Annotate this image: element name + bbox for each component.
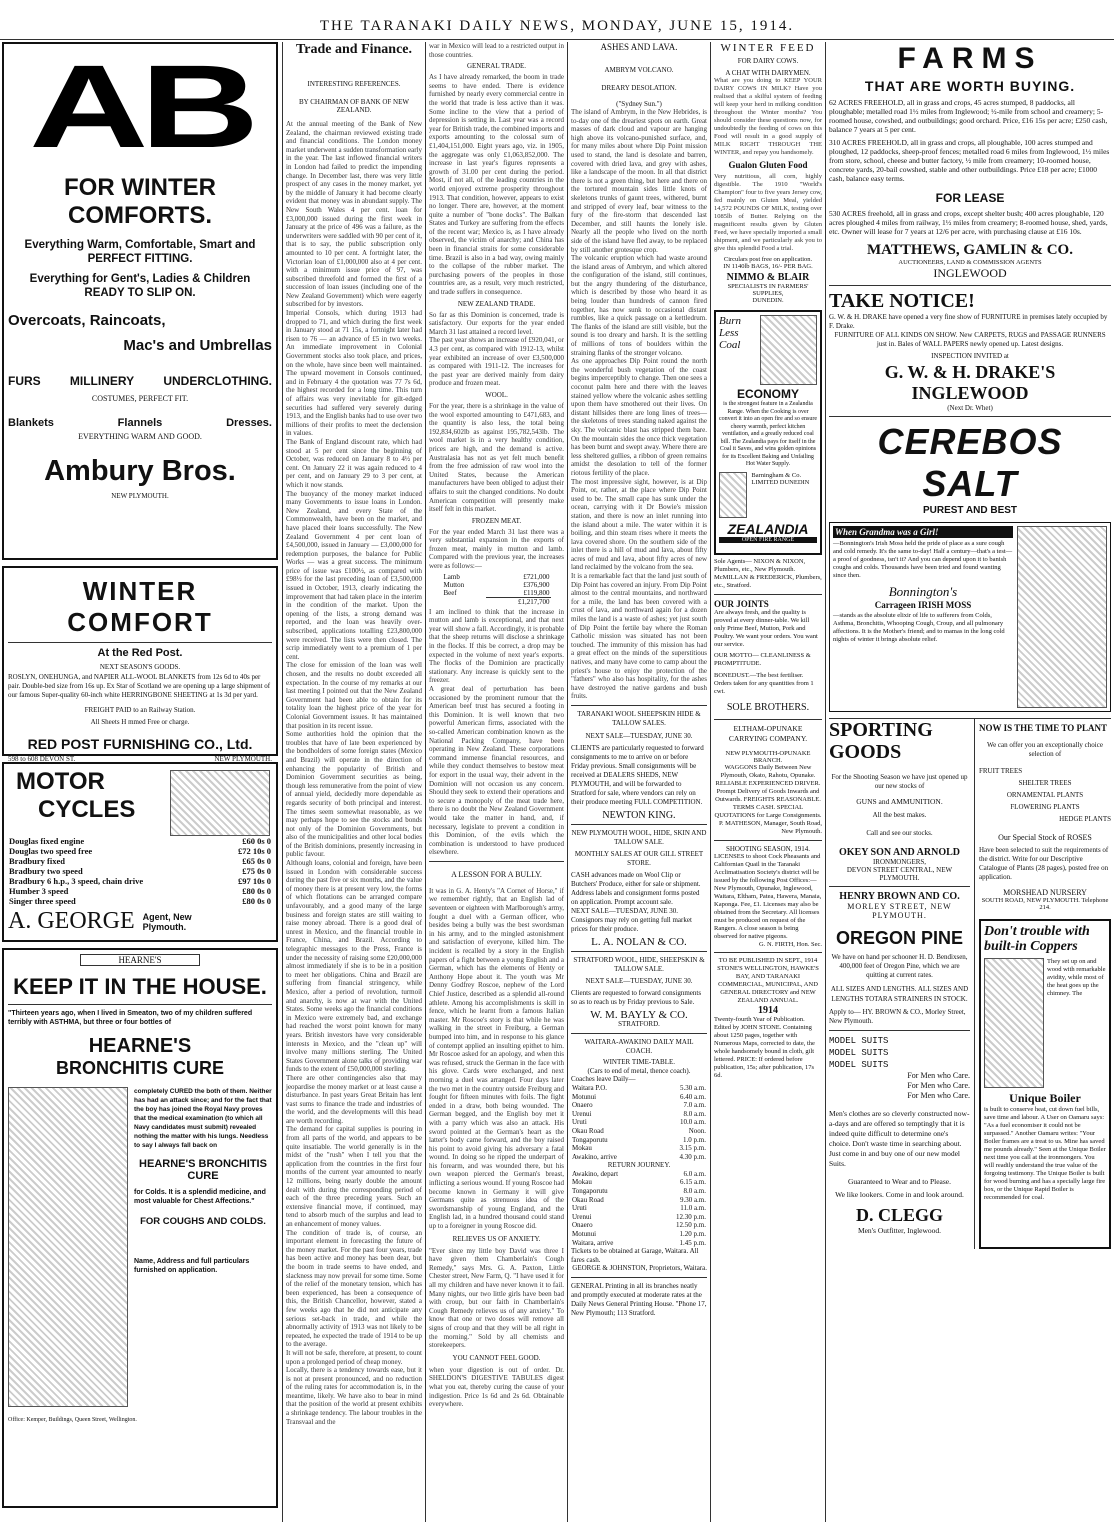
ab-town: NEW PLYMOUTH. (111, 492, 169, 500)
wc-firm: RED POST FURNISHING CO., Ltd. (27, 736, 253, 752)
dir-d: Twenty-fourth Year of Publication. Edited by JOHN STONE. Containing about 1250 pages, together with Numerous Maps, corrected to date, the whole handsomely bound in cloth, gilt lettered. PRICE: If ordered before publication, 15s; after publication, 17s 6d. (714, 1016, 815, 1079)
tn-town: INGLEWOOD (911, 383, 1029, 403)
tn-body2: FURNITURE OF ALL KINDS ON SHOW. New CARPETS, RUGS and PASSAGE RUNNERS just in. Bales of WALL PAPERS newly opened up. Latest designs. (834, 331, 1106, 348)
motor-cycles-ad (2, 762, 278, 942)
ad-leave: Coaches leave Daily— (571, 1075, 636, 1084)
table-row: Lamb £721,000 (443, 572, 550, 581)
ec-brand: ZEALANDIA (727, 520, 809, 537)
lower-ad-row (829, 718, 1111, 1249)
coal-saver-illustration (719, 472, 747, 518)
table-row: Urenui 12.30 p.m. (572, 1212, 706, 1221)
table-row: Onaero 12.50 p.m. (572, 1221, 706, 1230)
dir-b: STONE'S WELLINGTON, HAWKE'S BAY, AND TARANAKI (717, 965, 819, 980)
masthead: THE TARANAKI DAILY NEWS, MONDAY, JUNE 15, 1914. (0, 0, 1114, 40)
wc-sheets: All Sheets H mmed Free or charge. (90, 718, 190, 726)
table-row: Humber 3 speed £80 0s 0 (9, 886, 271, 896)
table-row: Mokau 6.15 a.m. (572, 1178, 706, 1187)
np-items (979, 765, 1111, 825)
farms-title: FARMS (897, 42, 1043, 75)
hb-for2: FOR COUGHS AND COLDS. (140, 1216, 266, 1227)
sg-firm: OKEY SON AND ARNOLD (838, 847, 961, 858)
hb-apply: Apply to— HY. BROWN & CO., Morley Street, New Plymouth. (829, 1008, 966, 1025)
table-row: Waitara, arrive 1.45 p.m. (572, 1238, 706, 1247)
ambury-ad (2, 42, 278, 560)
article-paragraph: As one approaches Dip Point round the north the wonderful bush vegetation of the coast begins imperceptibly to change. Then one sees a coconut palm here and there with the leaves stained yellow where the volcanic ashes settling upon them have smothered out their lives. On distant hillsides there are long lines of trees—the skeletons of trees standing naked against the sky. The volcanic blast has stripped them bare. On the mountain sides the once thick vegetation has been burnt and swept away. Where there are less sheltered gullies, a ribbon of green remains amidst the desolation to tell of the former riotous fertility of the place. (571, 357, 707, 477)
ms-firm: D. CLEGG (855, 1205, 943, 1225)
column-rule (425, 42, 426, 1522)
ashes-sub: AMBRYM VOLCANO. (604, 66, 674, 74)
coach-return-table (571, 1170, 707, 1247)
farm-listing: 62 ACRES FREEHOLD, all in grass and crops, 45 acres stumped, 8 paddocks, all ploughable; metalled road 1½ miles from Inglewood; ½-mile from school and creamery; 5-roomed house, cowshed, and outbuildings; good orchard. Price, £16 15s per acre; £250 cash, balance 7 years at 5 per cent. (829, 98, 1108, 134)
tn-opp: (Next Dr. Whet) (947, 404, 993, 412)
wf-food: Gualon Gluten Food (728, 160, 808, 170)
table-row: Okau Road Noon. (572, 1126, 706, 1135)
cop-body: They set up on and wood with remarkable avidity, while most of the heat goes up the chimney. The (1047, 958, 1106, 997)
article-paragraph: The past year shows an increase of £920,041, or 4.3 per cent, as compared with 1912-13, whilst year exhibited an increase of over £3,500,000 as compared with 1911-12. The increases for the past year are derived mainly from dairy produce and frozen meat. (429, 336, 564, 388)
ms-like: We like lookers. Come in and look around. (835, 1190, 964, 1199)
wf-sub2: A CHAT WITH DAIRYMEN. (725, 69, 811, 77)
list-item: FRUIT TREES (979, 767, 1023, 775)
hb-foot: Office: Kemper, Buildings, Queen Street, Wellington. (8, 1417, 137, 1423)
mc-price-table (8, 836, 272, 906)
cop-title: Don't trouble with built-in Coppers (984, 924, 1090, 954)
article-paragraph: I am inclined to think that the increase in mutton and lamb is exceptional, and that next year will show a fall. Accordingly, it is probable that the sheep returns will disclose a shrinkage in the flocks. If this be correct, a drop may be expected in the volume of next year's exports. The flocks of the Dominion are practically stationary. Any increase is quickly sent to the freezer. (429, 607, 564, 685)
trade-sub2: BY CHAIRMAN OF BANK OF NEW ZEALAND. (299, 98, 409, 114)
ad-town: STRATFORD. (618, 1019, 660, 1028)
article-paragraph: The buoyancy of the money market induced many Governments to issue loans in London. New Zealand, and every State of the Commonwealth, have been on the market, and have placed their loans successfully. The New Zealand Government 4 per cent loan of £4,500,000, issued in January — £3,000,000 for redemption purposes, the balance for Public Works — was a great success. The minimum price of issue was £100½, as compared with £98½ for the last preceding loan of £3,500,000 issued in October, 1913, clearly indicating the improvement that had taken place in the interim in the condition of the market. Upon the opening of the lists, a strong demand was reported, and the loan was heavily over-subscribed, applications totalling £23,800,000 were received. The lists were then closed. The scrip immediately went to a premium of 1 per cent. (286, 489, 422, 661)
ms-head (829, 1035, 970, 1071)
table-row: Awakino, arrive 4.30 p.m. (572, 1152, 706, 1161)
ab-title: FOR WINTER COMFORTS. (64, 174, 216, 229)
ms-line: MODEL SUITS (829, 1036, 889, 1046)
hb-body: completely CURED the both of them. Neither has had an attack since; and for the fact that the boy has joined the Royal Navy proves that the medical examination (to which all Navy candidates must submit) revealed nothing the matter with his lungs. Needless to say I always fall back on (134, 1088, 272, 1149)
eo-title: ELTHAM-OPUNAKE CARRYING COMPANY. (728, 724, 808, 743)
ab-line5b: MILLINERY (69, 374, 135, 388)
farm-listing: 310 ACRES FREEHOLD, all in grass and crops, all ploughable, 100 acres stumped and ploughed, 12 paddocks, sheep-proof fences; metalled road 6 miles from Inglewood, 1½ miles from store, school, cheese and butter factory, ½ mile from creamery; 10-roomed house, concrete yards, 20-bail cowshed, stable and other outbuildings. Price £18 per acre; £1000 cash, balance easy terms. (829, 138, 1110, 183)
ms-for-block (829, 1071, 970, 1101)
wf-body2: Very nutritious, all corn, highly digestible. The 1910 "World's Champion" four to five years Jersey cow, fed mainly on Gluten Meal, yielded 14,572 POUNDS OF MILK, testing over 1085lb of Butter. Relying on the magnificent results given by Gluten Feed, we have specially imported a small shipment, and we particularly ask you to give this splendid Food a trial. (714, 173, 822, 252)
grandma-illustration (1017, 526, 1107, 708)
printing-ad: GENERAL Printing in all its branches neatly and promptly executed at moderate rates at the Daily News General Printing House. "Phone 17, New Plymouth; 113 Stratford. (571, 1282, 707, 1317)
knight-illustration (8, 1087, 128, 1407)
article-paragraph: war in Mexico will lead to a restricted output in those countries. (429, 42, 564, 59)
article-paragraph: Some authorities hold the opinion that the troubles that have of late been experienced by the bondholders of some foreign states (Mexico and Brazil) will operate in the direction of enhancing the popularity of British and Dominion Government securities as being, though less remunerative from the point of view of annual yield, decidedly more dependable as regards security of both principal and interest. The times seem somewhat reasonable, as we may perhaps hope to see the stocks and bonds not only of the Dominion Governments, but also of the municipalities and other local bodies of the British dominions, presently increasing in public favour. (286, 730, 422, 859)
hb-body: We have on hand per schooner H. D. Bendixsen, 400,000 feet of Oregon Pine, which we are quitting at current rates. (831, 953, 968, 979)
table-row: Urenui 8.0 a.m. (572, 1109, 706, 1118)
table-row: Motunui 1.20 p.m. (572, 1230, 706, 1239)
ec-maker: Barningham & Co. LIMITED DUNEDIN (751, 471, 810, 486)
dir-c: COMMERCIAL, MUNICIPAL, AND GENERAL DIRECTORY and NEW ZEALAND ANNUAL. (718, 981, 818, 1004)
wf-price1: Circulars post free on application. (723, 256, 813, 263)
ad-body: Clients are requested to forward consignments so as to reach us by Friday previous to Sale. (571, 988, 702, 1006)
column-rule (710, 42, 711, 1522)
hb-addr: Name, Address and full particulars furnished on application. (134, 1258, 250, 1274)
eo-sub: NEW PLYMOUTH-OPUNAKE BRANCH. (725, 750, 811, 764)
coach-ad (571, 1038, 707, 1273)
column-5 (714, 42, 822, 1522)
eo-body: WAGGONS Daily Between New Plymouth, Okato, Rahotu, Opunake. RELIABLE EXPERIENCED DRIVER. Prompt Delivery of Goods Inwards and Outwards. FREIGHTS REASONABLE. TERMS CASH. SPECIAL QUOTATIONS for Large Consignments. (714, 764, 822, 819)
sh-sign: G. N. FIRTH, Hon. Sec. (759, 941, 822, 948)
sg-addr: DEVON STREET CENTRAL, NEW PLYMOUTH. (846, 866, 953, 882)
article-paragraph: The demand for capital supplies is pouring in from all parts of the world, and appears to be quite insatiable. The world generally is in the midst of the "rush" when I tell you that the application from the countries in the first four months of the current year amounted to nearly 12 millions, being nearly double the amount dealt with during the corresponding period of each of the three preceding years. Such an extensive financial move, if continued, may tend to absorb much of the surplus and lead to an enhancement of money values. (286, 1125, 422, 1228)
ec-body: is the strongest feature in a Zealandia Range. When the Cooking is over convert it into an open fire and so ensure cheery warmth, perfect kitchen ventilation, and a greatly reduced coal bill. The Zealandia pays for itself in the Coal it Saves, and wins golden opinions for its Excellent Baking and Unfailing Hot Water Supply. (719, 401, 817, 467)
bon-body: —Bonnington's Irish Moss held the pride of place as a sure cough and cold remedy. It's the same to-day! Half a century—that's a test—a proof of goodness, isn't it? And you can depend upon it to banish coughs and colds. Thousands have been tried and found wanting since then. (833, 540, 1013, 579)
wf-firm: NIMMO & BLAIR (726, 272, 810, 283)
np-title: NOW IS THE TIME TO PLANT (979, 723, 1107, 733)
lower-right-col (975, 719, 1111, 1249)
eo-mgr: P. MATHESON, Manager, South Road, New Plymouth. (718, 820, 822, 835)
article-paragraph: Although loans, colonial and foreign, have been issued in London with considerable success during the past five or six months, and the value of money there is at present very low, the forms of which flotations can be arranged compare unfavourably, and a good many of the large business and foreign states are still waiting to raise money abroad. There is a good deal of unrest in Mexico, and the financial trouble in France, China, and Brazil. According to telegraphic messages to the Press, France is under the necessity of raising some £20,000,000 almost immediately if she is to be in a position to meet her obligations. China and Brazil are suffering from financial stringency, while Mexico, after a period of revolution, turmoil and anarchy, is now at war with the United States. Some weeks ago the financial conditions in Mexico were extremely bad, and exchange had reached the worst point known for many years. British investors have very considerable interests in Mexico, and the "clean up" will involve many millions sterling. The United States Government alone talks of providing war funds to the extent of £50,000,000 sterling. (286, 859, 422, 1074)
nolan-ad (571, 829, 707, 947)
ad-sub: WINTER TIME-TABLE. (602, 1058, 676, 1067)
table-row: Bradbury 6 h.p., 3 speed, chain drive £97 10s 0 (9, 876, 271, 886)
ms-line: MODEL SUITS (829, 1060, 889, 1070)
column-4 (571, 42, 707, 1522)
wf-price2: IN 1140lb BAGS, 16/- PER BAG. (723, 263, 813, 270)
hb-addr: MORLEY STREET, NEW PLYMOUTH. (847, 902, 952, 920)
ab-line3: Overcoats, Raincoats, (8, 312, 166, 329)
article-paragraph: A great deal of perturbation has been occasioned by the prominent rumour that the American beef trust has secured a footing in this Dominion. It is well known that two powerful American firms, associated with the so-called American combination known as the National Packing Company, have been operating in New Zealand. These corporations command immense financial resources, and while they conduct themselves to bestow meat for export in the usual way, their advent in the Dominion will not occasion us any concern. Should they seek to extend their operations and to secure a monopoly of the meat trade here, there is no doubt the New Zealand Government would take the matter in hand, and, if necessary, legislate to prevent a condition in this Dominion, of the evils which the combination is understood to have produced elsewhere. (429, 685, 564, 857)
article-paragraph: So far as this Dominion is concerned, trade is satisfactory. Our exports for the year ended March 31 last attained a record level. (429, 310, 564, 336)
ashes-source: ("Sydney Sun.") (616, 100, 662, 108)
ad-firm: GEORGE & JOHNSTON, Proprietors, Waitara. (572, 1264, 707, 1273)
article-paragraph: The Bank of England discount rate, which had stood at 5 per cent since the beginning of October, was reduced on January 8 to 4½ per cent. On January 22 it was again reduced to 4 per cent, and on January 29 to 3 per cent, at which it now stands. (286, 437, 422, 489)
article-paragraph: The condition of trade is, of course, an important element in forecasting the future of the money market. For the past four years, trade has been active and money has been dear, but the boom in trade seems to have ended, and slackness may now prevail for some time. Some of the relief of the monetary tension, which has been experienced, has been a consequence of this, the British Chancellor, however, stated a few weeks ago that he did not anticipate any serious set-back in trade, and while the abnormally activity of 1913 was not likely to be repeated, he expected the trade of 1914 to be up to the average. (286, 1228, 422, 1349)
ad-title: TARANAKI WOOL SHEEPSKIN HIDE & TALLOW SALES. (577, 709, 701, 727)
column-2 (286, 42, 422, 1522)
cerebos-title: CEREBOS SALT (877, 421, 1063, 504)
wf-sub: FOR DAIRY COWS. (737, 57, 799, 65)
lease-title: FOR LEASE (935, 191, 1005, 205)
trade-finance-head: Trade and Finance. (295, 42, 413, 57)
ad-title: WAITARA-AWAKINO DAILY MAIL COACH. (584, 1037, 694, 1055)
bayly-ad (571, 956, 707, 1029)
article-paragraph: It was in G. A. Henty's "A Cornet of Horse," if we remember rightly, that an English lad of seventeen or eighteen with Marlborough's army, fought a duel with a German officer, who besides being a bully was the best swordsman in his army, and to the mingled astonishment and satisfaction of everyone, killed him. The incident is recalled by a story in the English papers of a fight between a young English and a German, which has the elements of Henty or Anthony Hope about it. The youth was Mr Denny Godfrey Roscoe, nephew of the Lord Chief Justice, described as a splendid all-round athlete. Among his accomplishments is skill in fence, which he learnt from a famous Italian master. Mr Roscoe's story is that while he was walking in the street in Freiburg, a German bumped into him, and in response to his glance of contempt applied an insulting epithet to him. Mr Roscoe asked for an apology, and when this was refused, struck the German in the face with his glove. Cards were exchanged, and next morning a duel was arranged. Four days later the two met in the country outside Freiburg and fought for fifteen minutes with foils. The fight ended in a draw, both being wounded. The German begged, and the English boy met it with a parry which was also an attack. His sword pointed at the German's heart as the latter's body came forward, and the boy raised his point to avoid giving his adversary a fatal wound. In doing so he ripped the underpart of his forearm, and was wounded there, but his own weapon pierced the German's breast, inflicting a serious wound. If young Roscoe had become known in Germany it will give Germans quite as strenuous idea of the swordsmanship of young England, and the English lad, in a hundred thousand could stand up to a foreigner in young Roscoe did. (429, 886, 564, 1231)
mc-agent: Agent, New Plymouth. (142, 911, 192, 932)
table-row: Bradbury two speed £75 0s 0 (9, 866, 271, 876)
hb-for: for Colds. It is a splendid medicine, and most valuable for Chest Affections." (134, 1189, 266, 1205)
tn-title: TAKE NOTICE! (829, 290, 975, 312)
table-row: Motunui 6.40 a.m. (572, 1092, 706, 1101)
wc-body: ROSLYN, ONEHUNGA, and NAPIER ALL-WOOL BLANKETS from 12s 6d to 40s per pair. Double-bed size from 16s up. Ex Star of Scotland we are opening up a large shipment of our famous Super-quality 60-inch white HERRINGBONE SHEETING at 1s 3d per yard. (8, 673, 271, 699)
hb-sizes: ALL SIZES AND LENGTHS. ALL SIZES AND LENGTHS TOTARA STRAINERS IN STOCK. (830, 985, 969, 1003)
table-row: Beef £119,800 (443, 588, 550, 597)
farm-listing: 530 ACRES freehold, all in grass and crops, except shelter bush; 400 acres ploughable, 120 acres ploughed 4 miles from railway, 1½ miles from creamery; 8-roomed house, shed, yards, etc. Owner will lease for 7 years at 12/6 per acre, with purchasing clause at £16 10s. (829, 209, 1108, 236)
farms-sub: THAT ARE WORTH BUYING. (864, 78, 1076, 94)
zealandia-ad (714, 310, 822, 555)
ad-date: NEXT SALE—TUESDAY, JUNE 30. (585, 731, 693, 740)
sg-makes: All the best makes. (872, 811, 927, 819)
hearnes-ad (2, 948, 278, 1508)
woman-illustration (984, 958, 1044, 1088)
mc-firm-row (8, 908, 272, 935)
ab-line6: COSTUMES, PERFECT FIT. (91, 394, 189, 403)
ab-line7 (8, 417, 272, 429)
article-paragraph: "Ever since my little boy David was three I have given them Chamberlain's Cough Remedy," says Mrs. G. A. Paxton, Little Chester street, New Farm, Q. "I have used it for all my children and have never known it to fail. Many nights, our two little girls have been bad with croup, but our faith in Chamberlain's Cough Remedy relieves us of any anxiety." To know that one or two doses will remove all signs of croup and that they will be all right in the morning." Sold by all chemists and storekeepers. (429, 1246, 564, 1350)
ms-for: For Men who Care. (907, 1091, 970, 1100)
ab-line7c: Dresses. (226, 417, 272, 429)
wc-addr-town: NEW PLYMOUTH. (214, 755, 272, 763)
ms-guar: Guaranteed to Wear and to Please. (848, 1177, 951, 1186)
ad-note: (Cars to end of metal, thence coach). (587, 1066, 691, 1075)
ab-line4: Mac's and Umbrellas (123, 337, 272, 354)
table-row: Douglas fixed engine £60 0s 0 (9, 836, 271, 846)
unique-boiler-ad (979, 919, 1111, 1249)
subhead: YOU CANNOT FEEL GOOD. (452, 1353, 541, 1362)
oj-title: OUR JOINTS (714, 599, 769, 609)
mg-firm: MATTHEWS, GAMLIN & CO. (867, 242, 1073, 258)
list-item: HEDGE PLANTS (1059, 815, 1111, 823)
article-paragraph: At the annual meeting of the Bank of New Zealand, the chairman reviewed existing trade and financial conditions. The London money market underwent a sudden transformation early in the year. The last inflowed financial writers in London had failed to predict the impending change. In December last, there was very little prospect of any cases in the money market, yet by the middle of January it had become clearly evident that money was in abundant supply. The New South Wales 4 per cent. loan for £3,000,000 issued during the first week in January at the price of 496 was a failure, as the underwriters were saddled with 90 per cent of it, that is to say, the public subscription only amounted to 10 per cent. A fortnight later, the Victorian loan of £1,000,000 also at 4 per cent. with a minimum issue price of 97, was subscribed threefold and formed the first of a succession of loan issues (including one of the New Zealand Government) which were eagerly subscribed for by investors. (286, 120, 422, 309)
mc-title2: CYCLES (38, 796, 136, 823)
hb-firm: HENRY BROWN AND CO. (839, 891, 960, 902)
ad-body: CLIENTS are particularly requested to forward consignments to me to arrive on or before Friday previous. Small consignments will be received at DEALERS SHEDS, NEW PLYMOUTH, and will be forwarded to Stratford for sale, where vendors can rely on their produce meeting FULL COMPETITION. (571, 743, 704, 806)
article-paragraph: There are other contingencies also that may jeopardise the money market or at least cause a disturbance. In past years Great Britain has lent vast sums to finance the trade and industries of the world, and the developments will this head are worth recording. (286, 1073, 422, 1125)
hb-quote: "Thirteen years ago, when I lived in Smeaton, two of my children suffered terribly with ASTHMA, but three or four bottles of (8, 1010, 253, 1026)
column-rule (282, 42, 283, 1522)
column-6 (829, 42, 1111, 1522)
column-rule (567, 42, 568, 1522)
mg-town: INGLEWOOD (933, 266, 1007, 280)
meat-table (443, 573, 551, 606)
wc-season: NEXT SEASON'S GOODS. (99, 663, 181, 671)
ad-firm: W. M. BAYLY & CO. (590, 1008, 688, 1021)
ms-for: For Men who Care. (907, 1071, 970, 1080)
wf-title: WINTER FEED (720, 42, 816, 54)
wc-sub: At the Red Post. (97, 647, 183, 659)
mg-sub: AUCTIONEERS, LAND & COMMISSION AGENTS (898, 259, 1042, 266)
motorcycle-illustration (170, 770, 270, 836)
ad-return: RETURN JOURNEY. (607, 1161, 671, 1170)
ms-body: Men's clothes are so cleverly constructed now-a-days and are offered so temptingly that it is indeed quite difficult to determine one's choice. Don't waste time in searching about. Just come in and buy one of our new model Suits. (829, 1109, 970, 1168)
cop-body2: is built to conserve heat, cut down fuel bills, save time and labour. A User on Oamaru says: "As a fuel economiser it could not be surpassed." Another Oamaru writes: "Your Boiler frames are a treat to us. Mine has saved me pounds already." Seen at the Unique Boiler next time you call at the ironmongers. You will readily understand the true value of the forgoing testimony. The Unique Boiler is built for wood burning and has a specially large fire box, or the Unique Rapid Boiler is recommended for coal. (984, 1106, 1106, 1201)
ab-line5 (8, 374, 272, 388)
mc-title1: MOTOR (16, 768, 105, 795)
ab-line8: EVERYTHING WARM AND GOOD. (78, 432, 202, 441)
ab-line7a: Blankets (8, 417, 54, 429)
oj-body: Are always fresh, and the quality is proved at every dinner-table. We kill only Prime Beef, Mutton, Pork and Poultry. We want your orders. You want our service. (714, 609, 818, 648)
ab-line7b: Flannels (117, 417, 163, 429)
table-row: Mokau 3.15 p.m. (572, 1144, 706, 1153)
hb-cure1: HEARNE'S (88, 1035, 192, 1057)
table-row: £1,217,700 (443, 597, 551, 606)
taranaki-wool-ad (571, 710, 707, 820)
list-item: ORNAMENTAL PLANTS (1006, 791, 1084, 799)
dir-a: TO BE PUBLISHED IN SEPT., 1914 (718, 957, 818, 964)
tn-insp: INSPECTION INVITED at (931, 352, 1009, 360)
ab-line5c: UNDERCLOTHING. (163, 374, 272, 388)
dir-year: 1914 (758, 1005, 778, 1016)
table-row: Uruti 10.0 a.m. (572, 1118, 706, 1127)
subhead: GENERAL TRADE. (466, 62, 527, 71)
tn-firm: G. W. & H. DRAKE'S (884, 362, 1056, 382)
trade-sub: INTERESTING REFERENCES. (307, 80, 401, 88)
ms-town: Men's Outfitter, Inglewood. (857, 1226, 942, 1235)
article-paragraph: The close for emission of the loan was well chosen, and the results no doubt exceeded all expectation. In the course of my remarks at our last meeting I pointed out that the New Zealand Government had been able to obtain for its totality loan the highest price of the year for Colonial Government issues. It has maintained that position in its recent issue. (286, 661, 422, 730)
np-addr: SOUTH ROAD, NEW PLYMOUTH. Telephone 214. (981, 897, 1109, 911)
article-paragraph: It is a remarkable fact that the land just south of Dip Point has covered an injury. From Dip Point almost to the central mountains, and northward for a mile, the land has been covered with a crust of lava, and northward again for a dozen miles the land is a waste of ashes; yet just south of Dip Point the fertile bay where the Roman Catholic mission was situated has not been touched. The immunity of this mission has had a great effect on the minds of the superstitious natives, and many have come to camp about the priest's house to enjoy the protection of the "fathers" who also has hospitality, for the ashes have destroyed the native gardens and bush fruits. (571, 572, 707, 701)
ab-line1: Everything Warm, Comfortable, Smart and PERFECT FITTING. (24, 239, 256, 265)
wf-body: What are you doing to KEEP YOUR DAIRY COWS IN MILK? Have you realised that a skilful system of feeding will keep your herd in milking condition throughout the Winter months? You should consider these questions now, for undoubtedly the feeding of cows on this Food will result in a good supply of MILK RIGHT THROUGH THE WINTER, and repay you handsomely. (714, 77, 822, 156)
ec-burn: Burn Less Coal (719, 315, 741, 351)
ab-line2: Everything for Gent's, Ladies & Children READY TO SLIP ON. (29, 273, 251, 299)
ad-firm: L. A. NOLAN & CO. (591, 935, 687, 948)
article-paragraph: The most impressive sight, however, is at Dip Point, or, rather, at the place where Dip Point used to be. The small cape has sunk under the ocean, carrying with it Dr Bowie's mission station, and there is now an inlet running into the island about a mile. The water within it is boiling, and thin steam rises where it meets the lava covered shore. On the southern side of the inlet there is a hill of mud and lava, about fifty acres of mud and lava, about fifty acres of new land reclaimed by the volcano from the sea. (571, 477, 707, 572)
subhead: WOOL. (485, 390, 508, 399)
np-firm: MORSHEAD NURSERY (1003, 888, 1087, 897)
table-row: Onaero 7.0 a.m. (572, 1101, 706, 1110)
hb-cure2: BRONCHITIS CURE (55, 1058, 224, 1078)
article-paragraph: Imperial Consols, which during 1913 had dropped to 71, and which during the first week in January stood at 71 15s, a fortnight later had risen to 76 — an advance of £5 in two weeks. An immediate improvement in Colonial Government stocks also took place, and prices, on the whole, have since been well maintained. The upward movement in Consols continued, and in February 4 the quotation was 77 7s 6d, the highest recorded for a long time. This turn of affairs was very inevitable for gilt-edged securities had suffered very severely during 1913, and the English banks had to use over two millions of their profits to meet the declension in values. (286, 309, 422, 438)
subhead: A LESSON FOR A BULLY. (451, 869, 542, 879)
table-row: Uruti 11.0 a.m. (572, 1204, 706, 1213)
table-row: Okau Road 9.30 a.m. (572, 1195, 706, 1204)
ec-title: ECONOMY (736, 387, 799, 401)
subhead: FROZEN MEAT. (471, 516, 522, 525)
mc-firm: A. GEORGE (8, 908, 135, 934)
sg-firm2: IRONMONGERS, (872, 858, 927, 866)
oj-motto: OUR MOTTO— CLEANLINESS & PROMPTITUDE. (714, 652, 811, 667)
table-row: Tongaporutu 8.0 a.m. (572, 1187, 706, 1196)
column-1 (2, 42, 278, 1522)
bon-brand2: Carrageen IRISH MOSS (874, 600, 972, 610)
wc-title: WINTER COMFORT (67, 576, 213, 637)
ad-sub: MONTHLY SALES AT OUR GILL STREET STORE. (574, 849, 704, 867)
ad-body2: NEXT SALE—TUESDAY, JUNE 30. Consignors may rely on getting full market prices for their produce. (571, 906, 692, 933)
column-3 (429, 42, 564, 1522)
ad-title: STRATFORD WOOL, HIDE, SHEEPSKIN & TALLOW SALE. (573, 955, 705, 973)
tn-body: G. W. & H. DRAKE have opened a very fine show of FURNITURE in premises lately occupied by F. Drake. (829, 313, 1108, 330)
ab-firm: Ambury Bros. (44, 455, 236, 487)
article-paragraph: It will not be safe, therefore, at present, to count upon a prolonged period of cheap money. (286, 1348, 422, 1366)
ec-agents: Sole Agents— NIXON & NIXON, Plumbers, etc., New Plymouth. McMILLAN & FREDERICK, Plumbers, etc., Stratford. (714, 558, 822, 589)
article-paragraph: As I have already remarked, the boom in trade seems to have ended. There is evidence furnished by nearly every commercial centre in the world that trade is less active than it was. Some incline to the view that a period of depression is setting in. Last year was a record year for British trade, the combined imports and exports amounting to the colossal sum of £1,404,151,000. Eight years ago, viz. in 1905, the aggregate was only £1,063,852,000. The increase in last year's figures represents a growth of 31.00 per cent during the period. Most, if not all, of the leading countries in the world enjoyed extreme prosperity throughout 1913. That condition, however, appears to exist no longer. There are, however, at the moment quite a number of "bone docks". The Balkan States and Turkey are suffering from the effects of the recent war; Mexico is, as I have already observed, the victim of anarchy; and China has been in financial straits for some considerable time. Brazil is also in a bad way, owing mainly to the collapse of the rubber market. The purchasing powers of the peoples in those countries are, as a result, very much restricted, and trade suffers in consequence. (429, 73, 564, 297)
sg-body: For the Shooting Season we have just opened up our new stocks of (831, 773, 968, 790)
ms-lines (829, 1035, 888, 1071)
article-paragraph: when your digestion is out of order. Dr. SHELDON'S DIGESTIVE TABULES digest what you eat, thereby curing the cause of your indigestion. Price 1s 6d and 2s 6d. Obtainable everywhere. (429, 1365, 564, 1409)
article-paragraph: The island of Ambrym, in the New Hebrides, is to-day one of the dreariest spots on earth. Great masses of dark cloud and vapour are hanging high above its volcano-punished surface, and, for many miles about where Dip Point mission used to stand, the land is desolate and barren, covered with dried lava, and grey with ashes, like a landscape of the moon. In all that district there is not a green thing, but here and there on the tortured mountain sides little knots of skeletons trunks of gaunt trees, withered, burnt and stripped of every leaf, bear witness to the fury of the fire-storm that descended last December, and still haunts the lonely isle. Nearly all the people who lived on the north side of the island have fled away, to be replaced by still another grotesque crop. (571, 108, 707, 254)
column-rule (825, 42, 826, 1522)
wc-freight: FREIGHT PAID to an Railway Station. (84, 706, 196, 714)
coach-out-table (571, 1084, 707, 1161)
ad-body: CASH advances made on Wool Clip or Butchers' Produce, either for sale or shipment. Address labels and consignment forms posted on application. Prompt account sale. (571, 870, 701, 906)
bon-brand: Bonnington's (888, 584, 958, 599)
table-row: Singer three speed £80 0s 0 (9, 896, 271, 906)
table-row: Waitara P.O. 5.30 a.m. (572, 1083, 706, 1092)
ad-date: NEXT SALE—TUESDAY, JUNE 30. (585, 976, 693, 985)
bon-body2: —stands as the absolute elixir of life to sufferers from Colds, Asthma, Bronchitis, Whooping Cough, Croup, and all pulmonary affections. It is the Mother's friend; and to mamas in the long cold nights of winter it brings absolute relief. (833, 612, 1005, 643)
np-body2: Have been selected to suit the requirements of the district. Write for our Descriptive Catalogue of Plants (28 pages), posted free on application. (979, 846, 1109, 881)
sg-title: SPORTING GOODS (829, 719, 933, 763)
hb-cure3: HEARNE'S BRONCHITIS CURE (139, 1158, 267, 1182)
article-paragraph: For the year ended March 31 last there was a very substantial expansion in the exports of frozen meat, mainly in mutton and lamb. Compared with the previous year, the increases were as follows:— (429, 527, 564, 571)
ashes-sub2: DREARY DESOLATION. (601, 84, 677, 92)
article-paragraph: The volcanic eruption which had waste around the island areas of Ambrym, and which altered the configuration of the island, still continues, but the angry thundering of the disturbance, which is described by those who heard it as being louder than hundreds of cannon fired together, has now sunk to occasional distant rumbles, like a quick passage on a kettledrum. The flanks of the island are still visible, but the sound is too dreary and harsh. It is the settling of millions of tons of boulders within the straining flanks of the stronger volcano. (571, 254, 707, 357)
bon-head: When Grandma was a Girl! (833, 526, 1013, 538)
lower-left-col (829, 719, 975, 1249)
hb-brand: HEARNE'S (80, 954, 200, 966)
wc-addr-street: 598 to 608 DEVON ST. (8, 755, 76, 763)
table-row: Awakino, depart 6.0 a.m. (572, 1169, 706, 1178)
cop-brand: Unique Boiler (1009, 1091, 1081, 1105)
ashes-head: ASHES AND LAVA. (600, 42, 678, 52)
oj-firm: SOLE BROTHERS. (726, 702, 810, 713)
np-roses: Our Special Stock of ROSES (998, 833, 1092, 842)
sh-title: SHOOTING SEASON, 1914. (725, 845, 810, 853)
article-paragraph: For the year, there is a shrinkage in the value of the wool exported amounting to £471,683, and the quantity is also less, the total being 192,834,602lb as against 195,782,543lb. The wool market is in a very healthy condition, prices are high, and the demand is active. Australasia has not as yet felt much benefit from the free admission of raw wool into the United States, because the American manufacturers have been obliged to adjust their affairs to suit the changed conditions. No doubt American competition will presently make itself felt in this market. (429, 401, 564, 514)
red-post-ad (2, 566, 278, 763)
oj-bone: BONEDUST.—The best fertiliser. Orders taken for any quantities from 1 cwt. (714, 672, 814, 695)
cerebos-sub: PUREST AND BEST (922, 505, 1018, 516)
table-row: Bradbury fixed £65 0s 0 (9, 856, 271, 866)
ad-title: NEW PLYMOUTH WOOL, HIDE, SKIN AND TALLOW SALE. (571, 828, 707, 846)
np-body: We can offer you an exceptionally choice selection of (987, 741, 1103, 758)
ms-for: For Men who Care. (907, 1081, 970, 1090)
table-row: Tongaporutu 1.0 p.m. (572, 1135, 706, 1144)
ab-logo: AB (29, 41, 251, 173)
list-item: SHELTER TREES (1018, 779, 1072, 787)
ms-line: MODEL SUITS (829, 1048, 889, 1058)
ad-tickets: Tickets to be obtained at Garage, Waitara. All fares cash. (571, 1247, 699, 1264)
ab-line5a: FURS (8, 374, 41, 388)
ad-firm: NEWTON KING. (602, 809, 676, 821)
sh-body: LICENSES to shoot Cock Pheasants and Californian Quail in the Taranaki Acclimatisation Society's district will be issued by the following Post Offices:—New Plymouth, Opunake, Inglewood, Waitara, Eltham, Patea, Hawera, Manaia, Kaponga. Fee, £1. Licenses may also be obtained from the Secretary. All licenses must be produced on request of the Rangers. A close season is being observed for native pigeons. (714, 853, 822, 940)
subhead: RELIEVES US OF ANXIETY. (452, 1234, 541, 1243)
sg-items: GUNS and AMMUNITION. (856, 797, 943, 806)
hb-title: KEEP IT IN THE HOUSE. (13, 974, 267, 999)
sg-call: Call and see our stocks. (866, 829, 933, 837)
range-illustration (760, 315, 817, 385)
hb-title: OREGON PINE (835, 928, 964, 948)
article-paragraph: Locally, there is a tendency towards ease, but it is not at present pronounced, and no reduction of the ruling rates for accommodation is, in the meantime, likely. We have also to bear in mind that the position of the world at present exhibits a shrinkage tendency. The labour troubles in the Transvaal and the (286, 1366, 422, 1426)
table-row: Mutton £376,900 (443, 580, 550, 589)
bonnington-ad (829, 522, 1111, 712)
wf-town: DUNEDIN. (752, 297, 784, 304)
subhead: NEW ZEALAND TRADE. (457, 299, 536, 308)
ec-brand2: OPEN FIRE RANGE (719, 537, 817, 543)
wf-firm2: SPECIALISTS IN FARMERS' SUPPLIES, (727, 283, 809, 297)
table-row: Douglas two speed free £72 10s 0 (9, 846, 271, 856)
list-item: FLOWERING PLANTS (1010, 803, 1080, 811)
